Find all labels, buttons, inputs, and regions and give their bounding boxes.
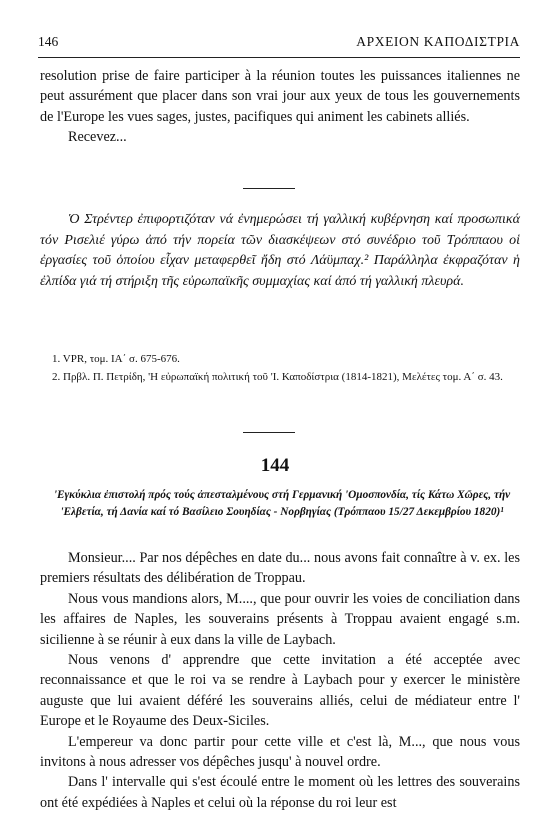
running-header [38, 34, 520, 54]
top-paragraph-text: resolution prise de faire participer à la réunion toutes les puissances italiennes ne peut assurément que placer dans son vrai jour aux yeux de tous les gouvernements de l'Europe les vues sages, justes, pacifiques qui animent les cabinets alliés. [40, 68, 520, 125]
document-number: 144 [260, 455, 290, 476]
letter-paragraph: L'empereur va donc partir pour cette ville et c'est là, M..., que nous vous invitons à nous adresser vos dépêches jusqu' à nouvel ordre. [40, 733, 520, 771]
letter-paragraph: Monsieur.... Par nos dépêches en date du... nous avons fait connaître à v. ex. les premiers résultats des délibération de Troppau. [40, 550, 520, 587]
footnote-2: 2. Πρβλ. Π. Πετρίδη, 'Η εὐρωπαϊκή πολιτική τοῦ 'Ι. Καποδίστρια (1814-1821), Μελέτες τομ. Α΄ σ. 43. [52, 371, 503, 383]
editorial-note [40, 210, 520, 292]
page-number: 146 [38, 34, 59, 49]
section-separator [243, 188, 295, 189]
closing-formula: Recevez... [68, 129, 127, 146]
footnote-1: 1. VPR, τομ. ΙΑ΄ σ. 675-676. [52, 353, 180, 365]
running-title: ΑΡΧΕΙΟΝ ΚΑΠΟΔΙΣΤΡΙΑ [356, 34, 520, 49]
document-heading: 'Εγκύκλια ἐπιστολή πρός τούς ἀπεσταλμένους στή Γερμανική 'Ομοσπονδία, τίς Κάτω Χῶρες, τήν 'Ελβετία, τή Δανία καί τό Βασίλειο Σουηδίας - Νορβηγίας (Τρόππαου 15/27 Δεκεμβρίου 1820)¹ [53, 489, 511, 519]
letter-body [40, 548, 520, 813]
letter-paragraph: Nous vous mandions alors, M...., que pour ouvrir les voies de conciliation dans les affaires de Naples, les souverains présents à Troppau avaient engagé s.m. sicilienne à se réunir à eux dans la ville de Laybach. [40, 590, 520, 648]
footnotes [40, 350, 520, 386]
top-paragraph [40, 66, 520, 148]
editorial-note-text: Ὁ Στρέντερ ἐπιφορτιζόταν νά ἐνημερώσει τή γαλλική κυβέρνηση καί προσωπικά τόν Ρισελιέ γύρω ἀπό τήν πορεία τῶν διασκέψεων στό συνέδριο τοῦ Τρόππαου οἱ ἐργασίες τοῦ ὁποίου εἶχαν μεταφερθεῖ ἤδη στό Λάϋμπαχ.² Παράλληλα ἐκφραζόταν ἡ ἐλπίδα γιά τή στήριξη τῆς εὐρωπαϊκῆς συμμαχίας καί ἀπό τή γαλλική πλευρά. [40, 212, 520, 289]
header-rule [38, 57, 520, 58]
section-separator [243, 432, 295, 433]
letter-paragraph: Nous venons d' apprendre que cette invitation a été acceptée avec reconnaissance et que le roi va se rendre à Laybach pour y exercer le ministère auguste que lui avaient déféré les souverains alliés, celui de médiateur entre l' Europe et le Royaume des Deux-Siciles. [40, 652, 520, 730]
letter-paragraph: Dans l' intervalle qui s'est écoulé entre le moment où les lettres des souverains ont été expédiées à Naples et celui où la réponse du roi leur est [40, 774, 520, 811]
